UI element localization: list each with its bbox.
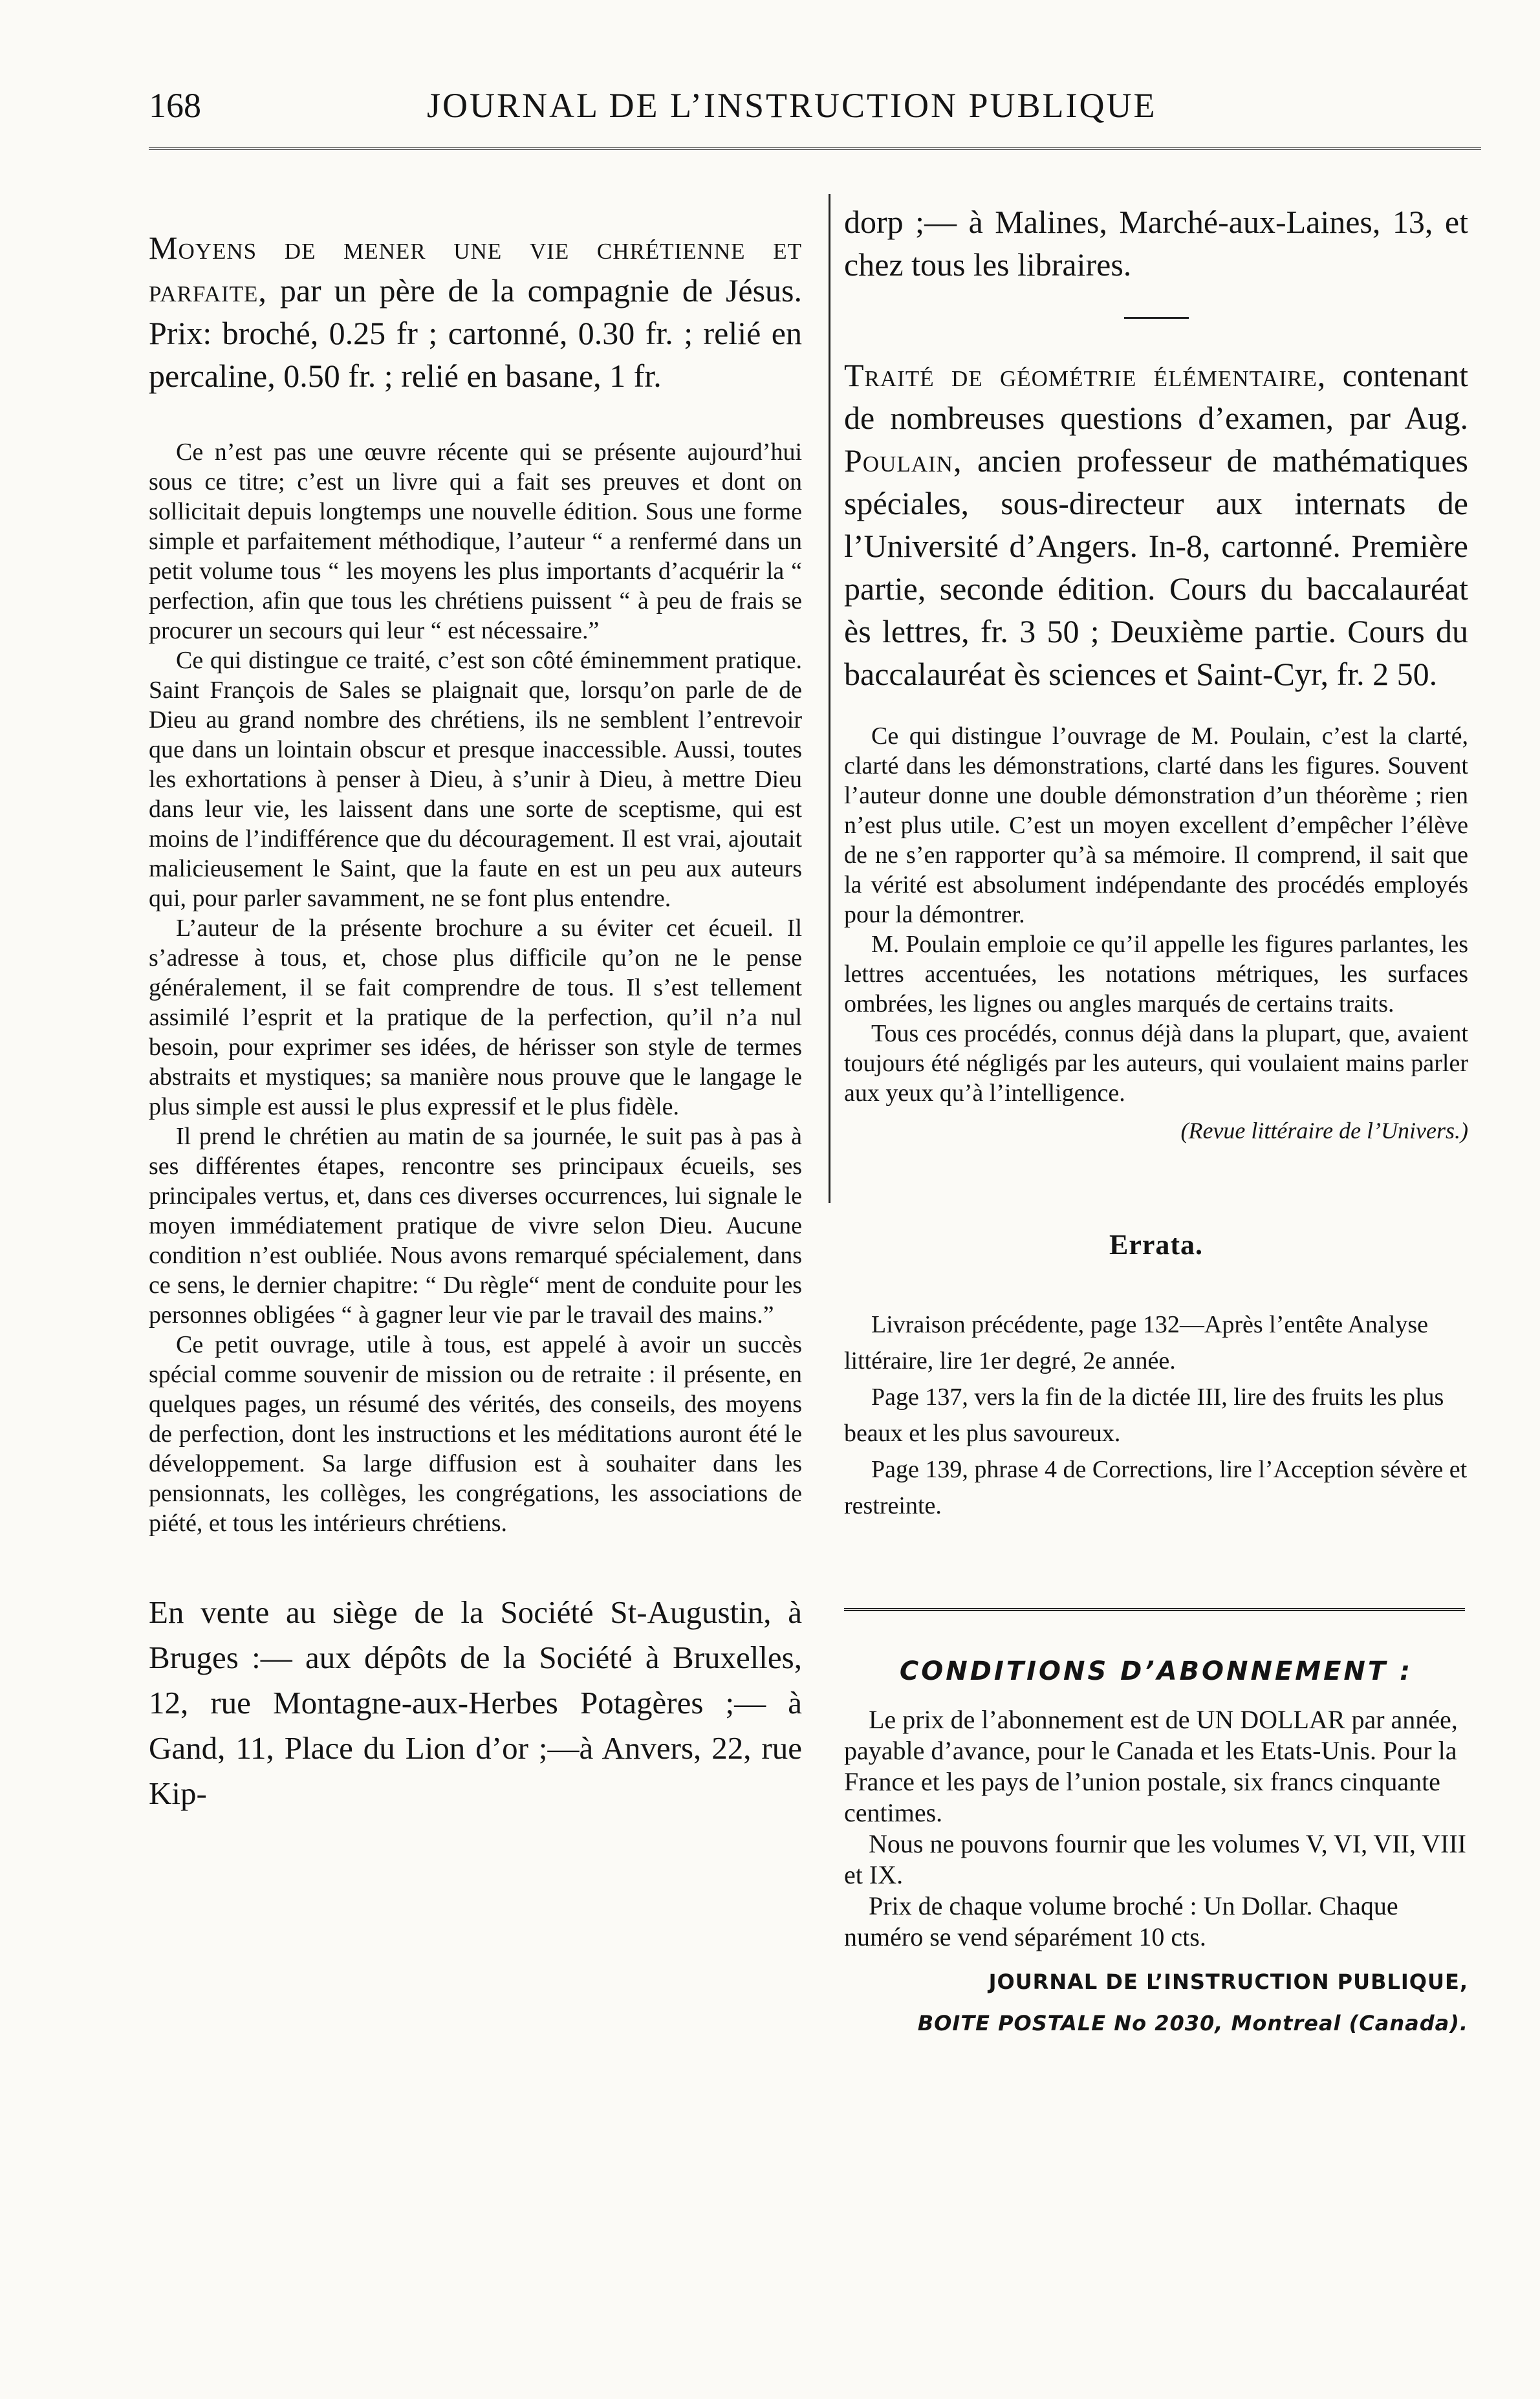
header-rule bbox=[149, 147, 1481, 150]
right-column bbox=[844, 201, 1468, 2035]
column-divider bbox=[829, 194, 830, 1203]
section-rule bbox=[844, 1608, 1465, 1611]
publisher-name: JOURNAL DE L’INSTRUCTION PUBLIQUE, bbox=[988, 1970, 1468, 1994]
subscription-heading: CONDITIONS D’ABONNEMENT : bbox=[899, 1656, 1413, 1686]
sale-notice: En vente au siège de la Société St-Augustin, à Bruges :— aux dépôts de la Société à Bruxelles, 12, rue Montagne-aux-Herbes Potagères ;— à Gand, 11, Place du Lion d’or ;—à Anvers, 22, rue Kip- bbox=[149, 1594, 802, 1811]
book-details: par un père de la compagnie de Jésus. Prix: broché, 0.25 fr ; cartonné, 0.30 fr. ; relié en percaline, 0.50 fr. ; relié en basane, 1 fr. bbox=[149, 272, 803, 394]
review-text bbox=[844, 721, 1468, 1108]
book-title: Traité de géométrie élémentaire, bbox=[844, 357, 1327, 393]
review-text bbox=[149, 437, 802, 1538]
book-title: Moyens de mener une vie chrétienne et parfaite, bbox=[149, 230, 802, 309]
book-details: ancien professeur de mathématiques spéciales, sous-directeur aux internats de l’Université d’Angers. In-8, cartonné. Première partie, seconde édition. Cours du baccalauréat ès lettres, fr. 3 50 ; Deuxième partie. Cours du baccalauréat ès sciences et Saint-Cyr, fr. 2 50. bbox=[844, 442, 1468, 692]
book-notice-2 bbox=[844, 354, 1468, 695]
review-paragraph: L’auteur de la présente brochure a su éviter cet écueil. Il s’adresse à tous, et, chose plus difficile qu’on ne le pense généralement, il se fait comprendre de tous. Il s’est tellement assimilé l’esprit et la pratique de la perfection, qu’il n’a nul besoin, pour exprimer ses idées, de hérisser son style de termes abstraits et mystiques; sa manière nous prouve que le langage le plus simple est aussi le plus expressif et le plus fidèle. bbox=[149, 915, 802, 1120]
review-paragraph: Ce qui distingue ce traité, c’est son côté éminemment pratique. Saint François de Sales se plaignait que, lorsqu’on parle de de Dieu au grand nombre des chrétiens, ils ne semblent l’entrevoir que dans un lointain obscur et presque inaccessible. Aussi, toutes les exhortations à penser à Dieu, à s’unir à Dieu, à mettre Dieu dans leur vie, les laissent dans une sorte de sceptisme, qui est moins de l’indifférence que du découragement. Il est vrai, ajoutait malicieusement le Saint, que la faute en est un peu aux auteurs qui, pour parler savamment, ne se font plus entendre. bbox=[149, 647, 802, 912]
running-header bbox=[149, 85, 1391, 137]
book-details: contenant de nombreuses questions d’examen, par Aug. bbox=[844, 357, 1468, 436]
book-notice-1 bbox=[149, 226, 802, 397]
errata-list bbox=[844, 1307, 1468, 1524]
review-paragraph: Tous ces procédés, connus déjà dans la plupart, que, avaient toujours été négligés par les auteurs, qui voulaient mains parler aux yeux qu’à l’intelligence. bbox=[844, 1020, 1468, 1107]
review-paragraph: Ce n’est pas une œuvre récente qui se présente aujourd’hui sous ce titre; c’est un livre qui a fait ses preuves et dont on sollicitait depuis longtemps une nouvelle édition. Sous une forme simple et parfaitement méthodique, l’auteur “ a renfermé dans un petit volume tous “ les moyens les plus importants d’acquérir la “ perfection, afin que tous les chrétiens puissent “ à peu de frais se procurer un secours qui leur “ est nécessaire.” bbox=[149, 439, 802, 644]
journal-title: JOURNAL DE L’INSTRUCTION PUBLIQUE bbox=[427, 86, 1157, 125]
subscription-conditions bbox=[844, 1704, 1468, 1953]
review-paragraph: Il prend le chrétien au matin de sa journée, le suit pas à pas à ses différentes étapes, rencontre ses principaux écueils, ses principales vertus, et, dans ces diverses occurrences, lui signale le moyen immédiatement pratique de vivre selon Dieu. Aucune condition n’est oubliée. Nous avons remarqué spécialement, dans ce sens, le dernier chapitre: “ Du règle“ ment de conduite pour les personnes obligées “ à gagner leur vie par le travail des mains.” bbox=[149, 1123, 802, 1329]
review-paragraph: Ce qui distingue l’ouvrage de M. Poulain, c’est la clarté, clarté dans les démonstrations, clarté dans les figures. Souvent l’auteur donne une double démonstration d’un théorème ; rien n’est plus utile. C’est un moyen excellent d’empêcher l’élève de ne s’en rapporter qu’à sa mémoire. Il comprend, il sait que la vérité est absolument indépendante des procédés employés pour la démontrer. bbox=[844, 722, 1468, 928]
sale-notice-continued: dorp ;— à Malines, Marché-aux-Laines, 13, et chez tous les libraires. bbox=[844, 204, 1468, 283]
errata-item: Livraison précédente, page 132—Après l’entête Analyse littéraire, lire 1er degré, 2e année. bbox=[844, 1311, 1429, 1374]
review-source: (Revue littéraire de l’Univers.) bbox=[1180, 1118, 1468, 1144]
page-number: 168 bbox=[149, 86, 201, 125]
subscription-paragraph: Le prix de l’abonnement est de UN DOLLAR par année, payable d’avance, pour le Canada et les Etats-Unis. Pour la France et les pays de l’union postale, six francs cinquante centimes. bbox=[844, 1705, 1458, 1827]
errata-item: Page 139, phrase 4 de Corrections, lire l’Acception sévère et restreinte. bbox=[844, 1456, 1468, 1519]
section-rule bbox=[1124, 317, 1189, 319]
errata-heading: Errata. bbox=[1109, 1229, 1204, 1261]
subscription-paragraph: Nous ne pouvons fournir que les volumes V, VI, VII, VIII et IX. bbox=[844, 1829, 1467, 1889]
errata-item: Page 137, vers la fin de la dictée III, lire des fruits les plus beaux et les plus savoureux. bbox=[844, 1384, 1444, 1447]
publisher-address: BOITE POSTALE No 2030, Montreal (Canada). bbox=[917, 2011, 1468, 2035]
book-author: Poulain, bbox=[844, 442, 962, 479]
left-column bbox=[149, 226, 802, 1816]
review-paragraph: Ce petit ouvrage, utile à tous, est appelé à avoir un succès spécial comme souvenir de mission ou de retraite : il présente, en quelques pages, un résumé des vérités, des conseils, des moyens de perfection, dont les instructions et les méditations auront été le développement. Sa large diffusion est à souhaiter dans les pensionnats, les collèges, les congrégations, les associations de piété, et tous les intérieurs chrétiens. bbox=[149, 1331, 802, 1537]
subscription-paragraph: Prix de chaque volume broché : Un Dollar. Chaque numéro se vend séparément 10 cts. bbox=[844, 1891, 1398, 1951]
review-paragraph: M. Poulain emploie ce qu’il appelle les figures parlantes, les lettres accentuées, les notations métriques, les surfaces ombrées, les lignes ou angles marqués de certains traits. bbox=[844, 931, 1468, 1017]
